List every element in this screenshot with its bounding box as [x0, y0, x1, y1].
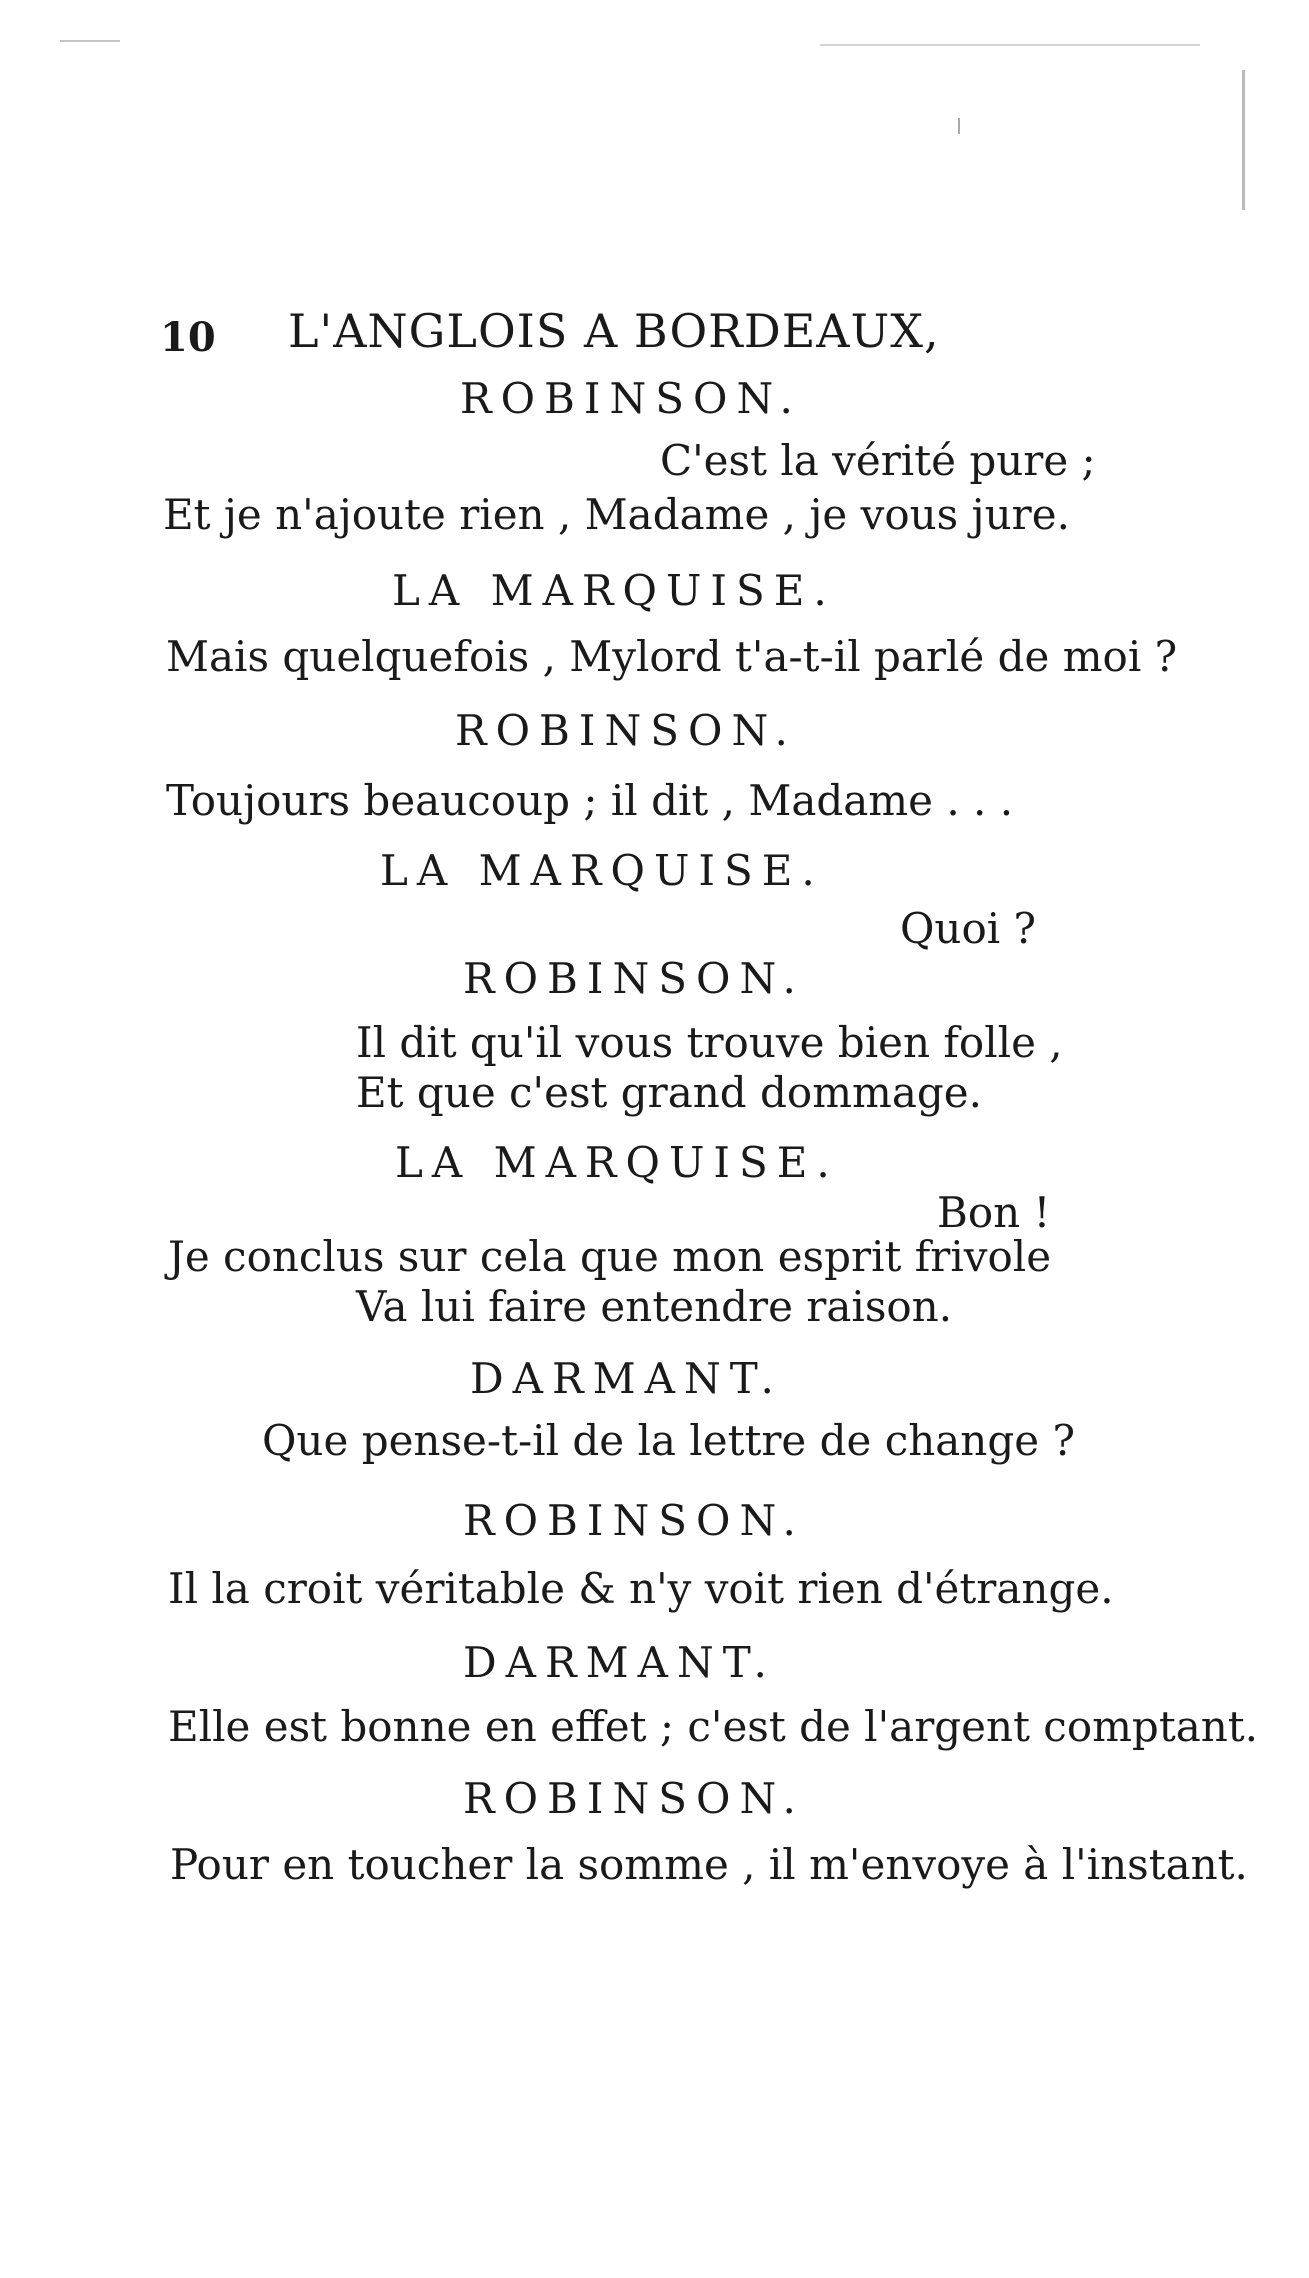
- verse-line: Il dit qu'il vous trouve bien folle ,: [356, 1018, 1063, 1067]
- verse-line: Pour en toucher la somme , il m'envoye à l'instant.: [170, 1840, 1248, 1889]
- speaker-name: LA MARQUISE.: [395, 1138, 839, 1187]
- verse-line: Elle est bonne en effet ; c'est de l'argent comptant.: [168, 1702, 1259, 1751]
- verse-line: C'est la vérité pure ;: [660, 436, 1096, 485]
- speaker-name: ROBINSON.: [463, 954, 805, 1003]
- speaker-name: DARMANT.: [463, 1638, 776, 1687]
- scan-artifact: [1242, 70, 1245, 210]
- speaker-name: ROBINSON.: [460, 374, 802, 423]
- verse-line: Mais quelquefois , Mylord t'a-t-il parlé de moi ?: [166, 632, 1178, 681]
- page-number: 10: [160, 314, 216, 361]
- scan-artifact: [958, 118, 960, 134]
- speaker-name: LA MARQUISE.: [380, 846, 824, 895]
- verse-line: Et je n'ajoute rien , Madame , je vous jure.: [163, 490, 1070, 539]
- verse-line: Toujours beaucoup ; il dit , Madame . . .: [166, 776, 1014, 825]
- speaker-name: ROBINSON.: [463, 1774, 805, 1823]
- verse-line: Je conclus sur cela que mon esprit frivole: [168, 1232, 1052, 1281]
- verse-line: Va lui faire entendre raison.: [356, 1282, 953, 1331]
- verse-line: Il la croit véritable & n'y voit rien d'étrange.: [168, 1564, 1114, 1613]
- speaker-name: LA MARQUISE.: [392, 566, 836, 615]
- verse-line: Et que c'est grand dommage.: [356, 1068, 982, 1117]
- speaker-name: DARMANT.: [470, 1354, 783, 1403]
- running-title: L'ANGLOIS A BORDEAUX,: [288, 304, 940, 358]
- speaker-name: ROBINSON.: [463, 1496, 805, 1545]
- scan-artifact: [820, 44, 1200, 46]
- speaker-name: ROBINSON.: [455, 706, 797, 755]
- scan-artifact: [60, 40, 120, 42]
- verse-line: Bon !: [937, 1188, 1051, 1237]
- verse-line: Que pense-t-il de la lettre de change ?: [262, 1416, 1075, 1465]
- verse-line: Quoi ?: [900, 904, 1037, 953]
